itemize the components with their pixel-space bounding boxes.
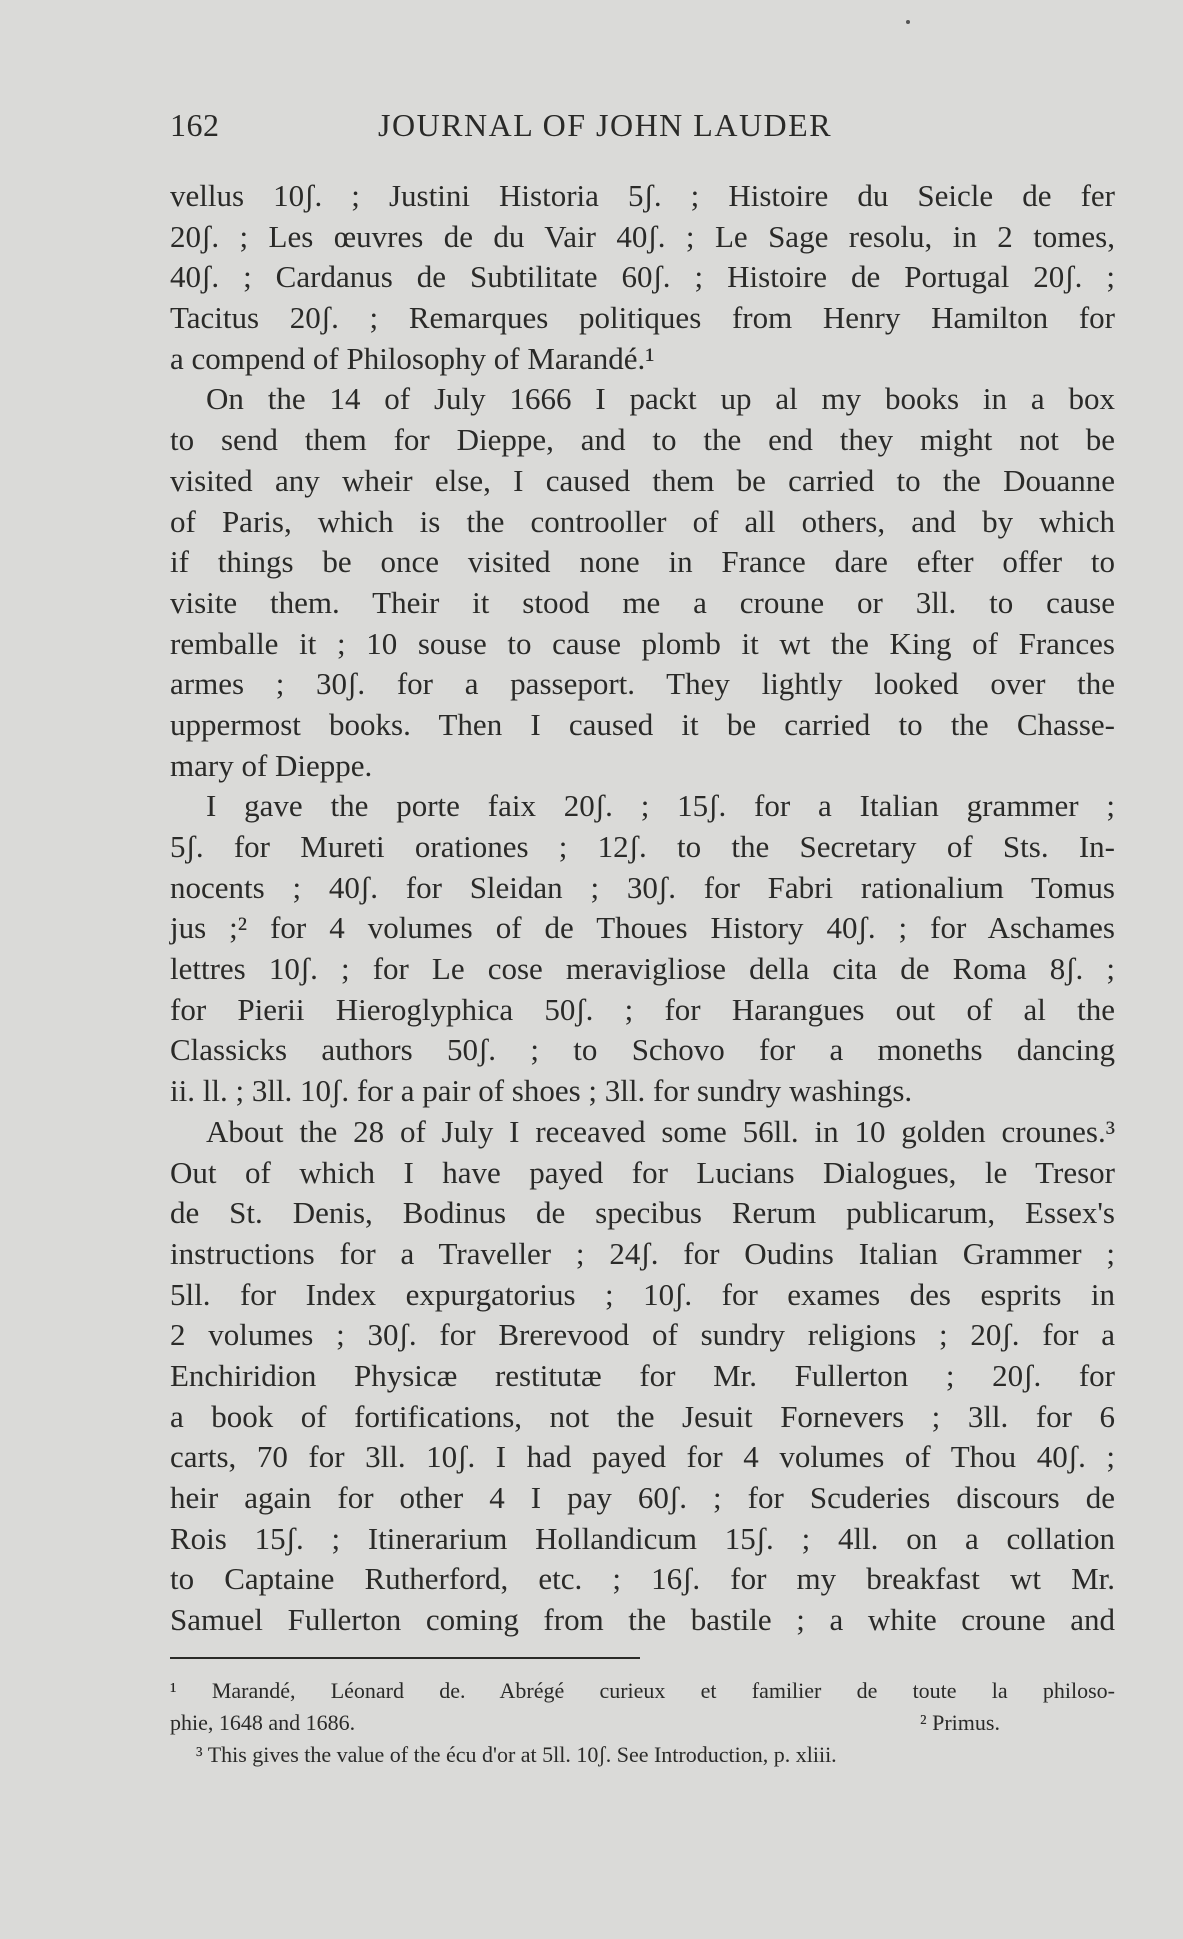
body-line: 40ʃ. ; Cardanus de Subtilitate 60ʃ. ; Histoire de Portugal 20ʃ. ; [170, 259, 1115, 295]
body-line: Classicks authors 50ʃ. ; to Schovo for a moneths dancing [170, 1032, 1115, 1068]
body-line: of Paris, which is the controoller of all others, and by which [170, 503, 1115, 539]
body-line: to send them for Dieppe, and to the end they might not be [170, 422, 1115, 458]
body-line: Tacitus 20ʃ. ; Remarques politiques from Henry Hamilton for [170, 300, 1115, 336]
page-number: 162 [170, 107, 220, 143]
body-line: remballe it ; 10 souse to cause plomb it wt the King of Frances [170, 625, 1115, 661]
paragraph-start-line: On the 14 of July 1666 I packt up al my books in a box [206, 381, 1115, 417]
body-line: mary of Dieppe. [170, 747, 373, 783]
body-text [170, 176, 1115, 1641]
body-line: 5ʃ. for Mureti orationes ; 12ʃ. to the Secretary of Sts. In- [170, 829, 1115, 864]
body-line: Samuel Fullerton coming from the bastile ; a white croune and [170, 1602, 1115, 1638]
footnote-3: ³ This gives the value of the écu d'or at 5ll. 10ʃ. See Introduction, p. xliii. [196, 1742, 837, 1767]
body-line: ii. ll. ; 3ll. 10ʃ. for a pair of shoes ; 3ll. for sundry washings. [170, 1073, 913, 1109]
footnotes [170, 1675, 1115, 1771]
body-line: 5ll. for Index expurgatorius ; 10ʃ. for exames des esprits in [170, 1276, 1115, 1312]
body-line: jus ;² for 4 volumes of de Thoues History 40ʃ. ; for Aschames [170, 910, 1115, 946]
paragraph-start-line: I gave the porte faix 20ʃ. ; 15ʃ. for a Italian grammer ; [206, 788, 1115, 824]
body-line: instructions for a Traveller ; 24ʃ. for Oudins Italian Grammer ; [170, 1235, 1115, 1271]
body-line: visite them. Their it stood me a croune or 3ll. to cause [170, 584, 1115, 620]
running-head [170, 107, 1120, 147]
body-line: uppermost books. Then I caused it be carried to the Chasse- [170, 706, 1115, 742]
body-line: visited any wheir else, I caused them be carried to the Douanne [170, 462, 1115, 498]
body-line: a book of fortifications, not the Jesuit Fornevers ; 3ll. for 6 [170, 1398, 1115, 1434]
body-line: Out of which I have payed for Lucians Dialogues, le Tresor [170, 1154, 1115, 1190]
body-line: heir again for other 4 I pay 60ʃ. ; for Scuderies discours de [170, 1480, 1115, 1515]
body-line: lettres 10ʃ. ; for Le cose meravigliose della cita de Roma 8ʃ. ; [170, 951, 1115, 987]
body-line: de St. Denis, Bodinus de specibus Rerum publicarum, Essex's [170, 1195, 1115, 1231]
body-line: Enchiridion Physicæ restitutæ for Mr. Fullerton ; 20ʃ. for [170, 1357, 1115, 1393]
scan-speck [906, 20, 910, 24]
footnote-1-continued: phie, 1648 and 1686. [170, 1710, 356, 1735]
body-line: for Pierii Hieroglyphica 50ʃ. ; for Harangues out of al the [170, 991, 1115, 1027]
body-line: vellus 10ʃ. ; Justini Historia 5ʃ. ; Histoire du Seicle de fer [170, 178, 1115, 213]
body-line: if things be once visited none in France dare efter offer to [170, 544, 1115, 580]
paragraph-start-line: About the 28 of July I receaved some 56ll. in 10 golden crounes.³ [206, 1113, 1115, 1149]
footnote-2: ² Primus. [920, 1710, 1000, 1735]
body-line: to Captaine Rutherford, etc. ; 16ʃ. for my breakfast wt Mr. [170, 1561, 1115, 1597]
body-line: 2 volumes ; 30ʃ. for Brerevood of sundry religions ; 20ʃ. for a [170, 1317, 1115, 1353]
body-line: carts, 70 for 3ll. 10ʃ. I had payed for 4 volumes of Thou 40ʃ. ; [170, 1439, 1115, 1475]
footnote-divider [170, 1657, 640, 1659]
footnote-1: ¹ Marandé, Léonard de. Abrégé curieux et familier de toute la philoso- [170, 1678, 1115, 1703]
body-line: a compend of Philosophy of Marandé.¹ [170, 340, 655, 376]
body-line: armes ; 30ʃ. for a passeport. They lightly looked over the [170, 666, 1115, 702]
body-line: 20ʃ. ; Les œuvres de du Vair 40ʃ. ; Le Sage resolu, in 2 tomes, [170, 218, 1115, 254]
body-line: Rois 15ʃ. ; Itinerarium Hollandicum 15ʃ. ; 4ll. on a collation [170, 1520, 1115, 1556]
running-head-title: JOURNAL OF JOHN LAUDER [378, 107, 833, 143]
body-line: nocents ; 40ʃ. for Sleidan ; 30ʃ. for Fabri rationalium Tomus [170, 869, 1115, 905]
